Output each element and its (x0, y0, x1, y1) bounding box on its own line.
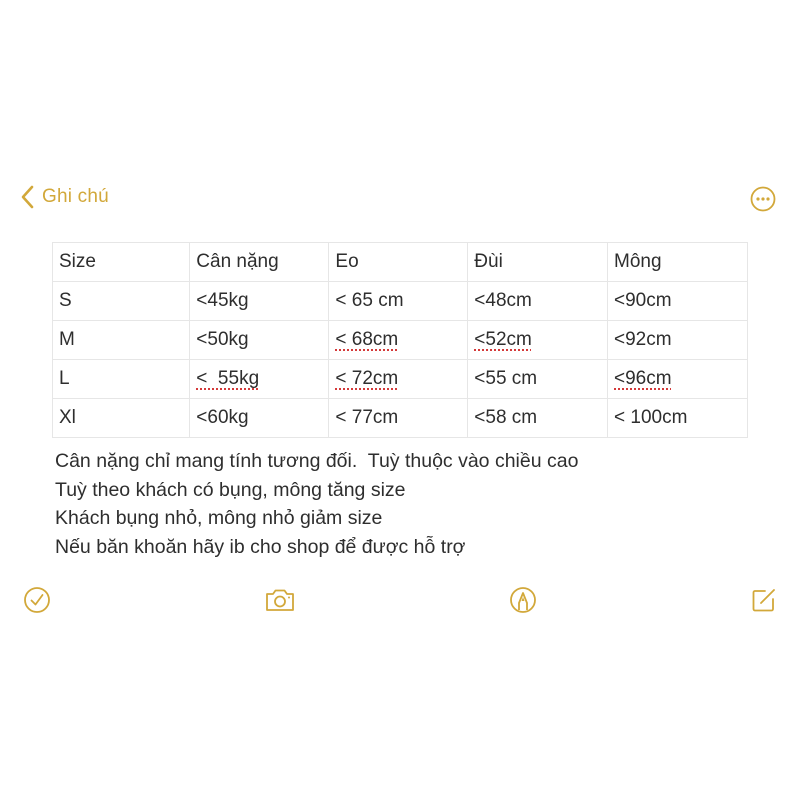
cell-hip: < 100cm (608, 399, 748, 438)
cell-waist: < 77cm (329, 399, 468, 438)
checkmark-circle-icon[interactable] (23, 586, 51, 614)
pen-tip-circle-icon[interactable] (509, 586, 537, 614)
cell-weight: <60kg (190, 399, 329, 438)
header-weight: Cân nặng (190, 243, 329, 282)
back-button[interactable] (20, 185, 109, 209)
cell-waist (329, 360, 468, 399)
chevron-left-icon (20, 185, 34, 209)
table-row (53, 321, 748, 360)
camera-icon[interactable] (264, 586, 296, 614)
cell-hip: <90cm (608, 282, 748, 321)
cell-size: S (53, 282, 190, 321)
cell-waist-text: < 68cm (335, 329, 399, 350)
back-label: Ghi chú (42, 186, 109, 207)
note-body[interactable] (55, 447, 578, 561)
header-thigh: Đùi (468, 243, 608, 282)
cell-size: M (53, 321, 190, 360)
cell-hip: <92cm (608, 321, 748, 360)
size-table (52, 242, 748, 438)
note-line: Nếu băn khoăn hãy ib cho shop để được hỗ trợ (55, 535, 466, 558)
cell-hip (608, 360, 748, 399)
cell-weight-text: < 55kg (196, 368, 260, 389)
cell-size: L (53, 360, 190, 399)
table-row (53, 282, 748, 321)
cell-waist (329, 321, 468, 360)
note-line: Khách bụng nhỏ, mông nhỏ giảm size (55, 507, 383, 529)
ellipsis-circle-icon[interactable] (750, 186, 776, 212)
cell-waist: < 65 cm (329, 282, 468, 321)
cell-weight: <50kg (190, 321, 329, 360)
table-header-row (53, 243, 748, 282)
header-waist: Eo (329, 243, 468, 282)
cell-thigh (468, 321, 608, 360)
table-row (53, 399, 748, 438)
cell-size: Xl (53, 399, 190, 438)
note-line: Tuỳ theo khách có bụng, mông tăng size (55, 478, 406, 501)
cell-thigh: <58 cm (468, 399, 608, 438)
compose-icon[interactable] (750, 586, 778, 614)
note-line: Cân nặng chỉ mang tính tương đối. Tuỳ thuộc vào chiều cao (55, 450, 579, 472)
header-size: Size (53, 243, 190, 282)
cell-thigh: <48cm (468, 282, 608, 321)
cell-thigh: <55 cm (468, 360, 608, 399)
cell-weight (190, 360, 329, 399)
cell-thigh-text: <52cm (474, 329, 532, 350)
cell-waist-text: < 72cm (335, 368, 399, 389)
cell-hip-text: <96cm (614, 368, 672, 389)
cell-weight: <45kg (190, 282, 329, 321)
header-hip: Mông (608, 243, 748, 282)
table-row (53, 360, 748, 399)
